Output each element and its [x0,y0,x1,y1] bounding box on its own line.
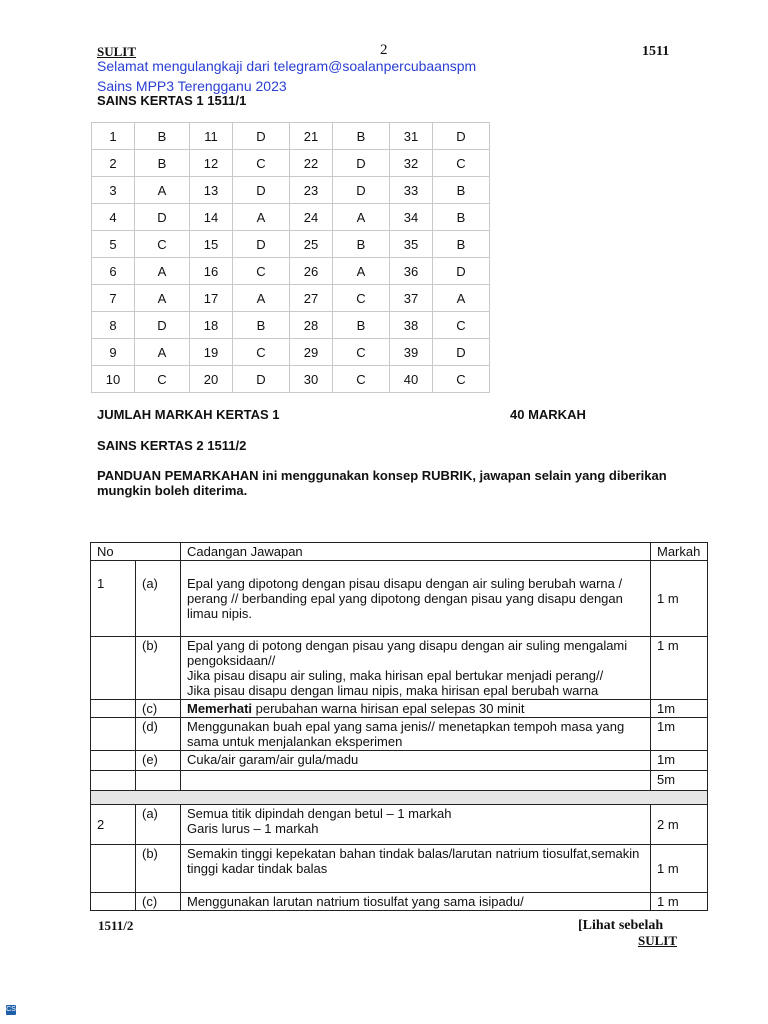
answer-text [181,700,651,718]
question-number-cell: 5 [92,231,135,258]
sub-question: (c) [136,893,181,911]
answer-line: Epal yang di potong dengan pisau yang disapu dengan air suling mengalami pengoksidaan// [187,638,628,668]
header-answer: Cadangan Jawapan [181,543,651,561]
mark-value: 1 m [651,637,708,700]
question-number-cell: 38 [390,312,433,339]
mark-value: 2 m [651,805,708,845]
answer-key-row [92,366,490,393]
scheme-row-1b [91,637,708,700]
total-mark-q1: 5m [651,771,708,791]
answer-key-row [92,339,490,366]
answer-line: Jika pisau disapu dengan limau nipis, maka hirisan epal berubah warna [187,683,599,698]
scheme-row-1a [91,561,708,637]
question-number-cell: 32 [390,150,433,177]
answer-letter-cell: B [233,312,290,339]
answer-letter-cell: C [233,339,290,366]
answer-text: Menggunakan buah epal yang sama jenis// menetapkan tempoh masa yang sama untuk menjalankan eksperimen [181,718,651,751]
sub-question: (c) [136,700,181,718]
answer-letter-cell: C [433,366,490,393]
answer-letter-cell: D [135,204,190,231]
sub-question: (a) [136,561,181,637]
question-number-cell: 23 [290,177,333,204]
question-number-cell: 4 [92,204,135,231]
answer-letter-cell: A [433,285,490,312]
answer-letter-cell: D [433,339,490,366]
promo-line-telegram: Selamat mengulangkaji dari telegram@soalanpercubaanspm [97,58,477,74]
answer-text [181,805,651,845]
answer-letter-cell: A [135,285,190,312]
see-next-page-note: [Lihat sebelah [578,918,664,933]
answer-letter-cell: C [333,285,390,312]
answer-letter-cell: D [233,231,290,258]
answer-letter-cell: C [233,150,290,177]
promo-line-exam: Sains MPP3 Terengganu 2023 [97,78,287,94]
question-number-cell: 36 [390,258,433,285]
question-number-cell: 11 [190,123,233,150]
answer-key-row [92,258,490,285]
question-number-cell: 18 [190,312,233,339]
question-number-cell: 3 [92,177,135,204]
answer-key-row [92,312,490,339]
answer-letter-cell: A [333,204,390,231]
question-number-cell: 31 [390,123,433,150]
answer-letter-cell: B [135,123,190,150]
answer-text: Cuka/air garam/air gula/madu [181,751,651,771]
mark-value: 1m [651,718,708,751]
question-number-cell: 40 [390,366,433,393]
answer-letter-cell: A [333,258,390,285]
answer-letter-cell: A [135,339,190,366]
question-number-cell: 25 [290,231,333,258]
answer-letter-cell: C [333,366,390,393]
sub-question: (b) [136,845,181,893]
answer-rest: perubahan warna hirisan epal selepas 30 minit [252,701,525,716]
scheme-row-1d [91,718,708,751]
mark-value: 1 m [651,893,708,911]
question-number-cell: 20 [190,366,233,393]
question-number-cell: 7 [92,285,135,312]
mark-value: 1m [651,751,708,771]
question-number-cell: 27 [290,285,333,312]
answer-letter-cell: B [333,123,390,150]
answer-letter-cell: C [433,312,490,339]
answer-key-row [92,177,490,204]
paper1-answer-key-table [91,122,490,393]
question-number-cell: 8 [92,312,135,339]
answer-line: Garis lurus – 1 markah [187,821,319,836]
question-number-cell: 29 [290,339,333,366]
answer-letter-cell: D [233,366,290,393]
answer-letter-cell: A [233,204,290,231]
question-number-cell: 2 [92,150,135,177]
answer-letter-cell: B [433,231,490,258]
scanner-watermark [6,1005,16,1015]
question-number-cell: 13 [190,177,233,204]
scheme-row-1c [91,700,708,718]
scheme-header-row [91,543,708,561]
question-number: 2 [91,805,136,845]
answer-letter-cell: D [233,123,290,150]
answer-letter-cell: D [333,177,390,204]
paper-code-bottom: 1511/2 [98,918,134,933]
question-number-cell: 34 [390,204,433,231]
answer-letter-cell: B [333,312,390,339]
scheme-row-1e [91,751,708,771]
question-number-cell: 1 [92,123,135,150]
sub-question: (a) [136,805,181,845]
confidential-label-bottom: SULIT [638,933,678,948]
page-number: 2 [380,42,388,58]
question-number-cell: 10 [92,366,135,393]
scheme-row-2c [91,893,708,911]
question-number-cell: 9 [92,339,135,366]
question-number-cell: 15 [190,231,233,258]
sub-question: (b) [136,637,181,700]
answer-letter-cell: B [433,177,490,204]
question-number-cell: 21 [290,123,333,150]
answer-letter-cell: B [333,231,390,258]
answer-key-row [92,285,490,312]
question-number-cell: 14 [190,204,233,231]
mark-value: 1 m [651,845,708,893]
paper1-title: SAINS KERTAS 1 1511/1 [97,93,247,108]
answer-key-row [92,123,490,150]
scheme-row-2b [91,845,708,893]
scanner-logo-icon: CS [6,1006,16,1013]
answer-letter-cell: A [135,258,190,285]
scheme-row-1-total [91,771,708,791]
answer-letter-cell: C [233,258,290,285]
sub-question: (e) [136,751,181,771]
answer-line: Semua titik dipindah dengan betul – 1 markah [187,806,452,821]
sub-question: (d) [136,718,181,751]
question-number-cell: 28 [290,312,333,339]
answer-text: Menggunakan larutan natrium tiosulfat yang sama isipadu/ [181,893,651,911]
question-number-cell: 35 [390,231,433,258]
answer-text [181,637,651,700]
paper-code-top: 1511 [642,44,670,59]
answer-text: Epal yang dipotong dengan pisau disapu dengan air suling berubah warna / perang // berbanding epal yang dipotong dengan pisau yang disapu dengan limau nipis. [181,561,651,637]
answer-letter-cell: D [233,177,290,204]
answer-letter-cell: D [333,150,390,177]
question-number: 1 [91,561,136,637]
answer-letter-cell: B [433,204,490,231]
question-number-cell: 39 [390,339,433,366]
mark-value: 1m [651,700,708,718]
answer-letter-cell: D [433,123,490,150]
header-marks: Markah [651,543,708,561]
answer-letter-cell: D [433,258,490,285]
question-number-cell: 12 [190,150,233,177]
scheme-row-2a [91,805,708,845]
answer-letter-cell: A [233,285,290,312]
scheme-separator-row [91,791,708,805]
question-number-cell: 33 [390,177,433,204]
answer-letter-cell: C [135,366,190,393]
question-number-cell: 26 [290,258,333,285]
question-number-cell: 30 [290,366,333,393]
question-number-cell: 37 [390,285,433,312]
answer-letter-cell: A [135,177,190,204]
answer-letter-cell: D [135,312,190,339]
answer-letter-cell: C [333,339,390,366]
question-number-cell: 16 [190,258,233,285]
answer-keyword: Memerhati [187,701,253,716]
answer-letter-cell: C [135,231,190,258]
question-number-cell: 17 [190,285,233,312]
answer-letter-cell: B [135,150,190,177]
header-no: No [91,543,181,561]
answer-line: Jika pisau disapu air suling, maka hirisan epal bertukar menjadi perang// [187,668,604,683]
answer-text: Semakin tinggi kepekatan bahan tindak balas/larutan natrium tiosulfat,semakin tinggi kadar tindak balas [181,845,651,893]
question-number-cell: 19 [190,339,233,366]
total-marks-value: 40 MARKAH [510,407,586,422]
question-number-cell: 24 [290,204,333,231]
question-number-cell: 6 [92,258,135,285]
paper2-title: SAINS KERTAS 2 1511/2 [97,438,247,453]
answer-key-row [92,231,490,258]
answer-key-row [92,204,490,231]
total-marks-label: JUMLAH MARKAH KERTAS 1 [97,407,280,422]
paper2-marking-scheme-table [90,542,708,911]
marking-guide-note: PANDUAN PEMARKAHAN ini menggunakan konsep RUBRIK, jawapan selain yang diberikan mungkin boleh diterima. [97,468,667,498]
answer-letter-cell: C [433,150,490,177]
answer-key-row [92,150,490,177]
confidential-label-top: SULIT [97,44,137,59]
question-number-cell: 22 [290,150,333,177]
mark-value: 1 m [651,561,708,637]
